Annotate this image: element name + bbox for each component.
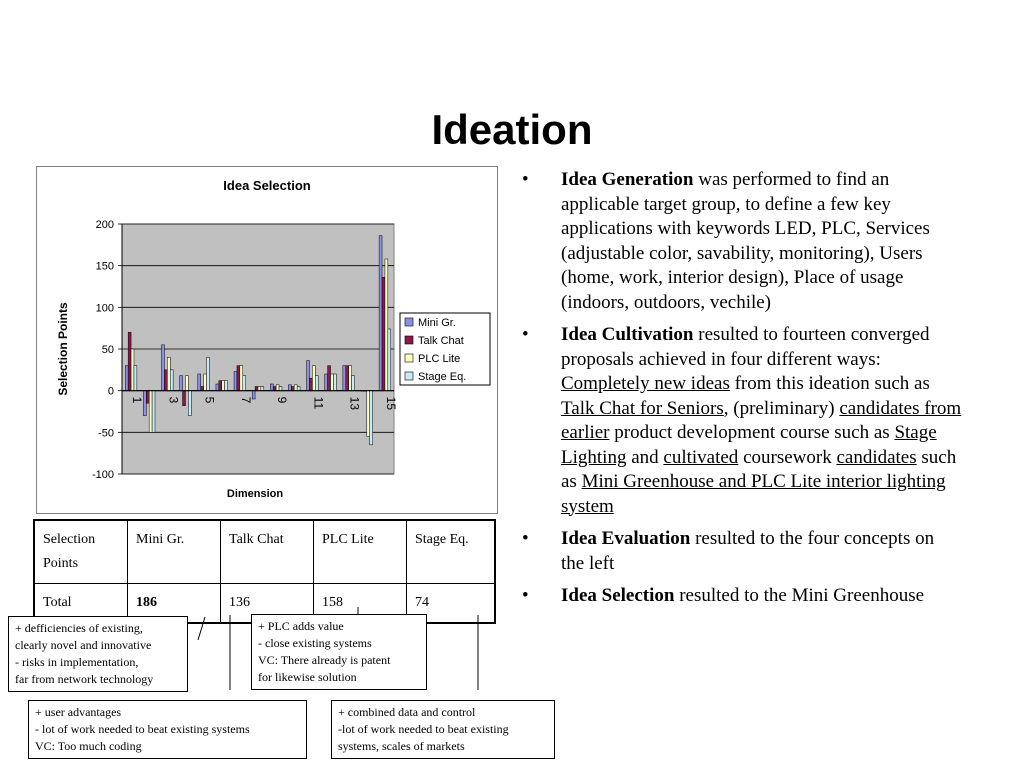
bar bbox=[331, 374, 334, 391]
table-header-row bbox=[34, 520, 495, 584]
bar bbox=[222, 381, 225, 391]
bar bbox=[370, 391, 373, 445]
bullet-text: and bbox=[626, 446, 664, 468]
bullet-text: resulted to fourteen converged proposals achieved in four different ways: bbox=[561, 324, 930, 370]
y-tick-label: -50 bbox=[98, 427, 114, 440]
bullet-idea-generation bbox=[522, 168, 962, 315]
bar bbox=[134, 366, 137, 391]
selection-points-table bbox=[33, 519, 496, 624]
table-header-cell: Talk Chat bbox=[221, 520, 314, 584]
link-talk-chat[interactable]: Talk Chat for Seniors bbox=[561, 397, 724, 419]
y-axis-title: Selection Points bbox=[56, 302, 70, 396]
bullet-idea-evaluation bbox=[522, 527, 962, 576]
note-talk-chat: + user advantages - lot of work needed to beat existing systems VC: Too much coding bbox=[28, 700, 307, 759]
bar bbox=[185, 376, 188, 391]
y-tick-label: 100 bbox=[95, 302, 114, 315]
link-candidates[interactable]: candidates bbox=[836, 446, 917, 468]
bar bbox=[131, 349, 134, 391]
table-cell-talk: 136 bbox=[221, 584, 314, 624]
x-tick-label: 7 bbox=[238, 396, 253, 404]
legend-label: PLC Lite bbox=[418, 353, 461, 365]
link-completely-new-ideas[interactable]: Completely new ideas bbox=[561, 373, 730, 394]
table-header-cell: Selection Points bbox=[34, 520, 128, 584]
bar bbox=[288, 385, 291, 391]
bullet-text: product development course such as bbox=[609, 422, 895, 443]
link-cultivated[interactable]: cultivated bbox=[663, 446, 739, 468]
bar bbox=[291, 387, 294, 391]
bar bbox=[188, 391, 191, 416]
note-mini-greenhouse: + defficiencies of existing, clearly novel and innovative - risks in implementation, far from network technology bbox=[8, 616, 188, 692]
bar bbox=[164, 370, 167, 391]
bullet-idea-cultivation bbox=[522, 323, 962, 519]
y-tick-label: 150 bbox=[95, 260, 114, 273]
table-header-cell: Mini Gr. bbox=[128, 520, 221, 584]
bullet-marker: • bbox=[522, 169, 529, 190]
legend-swatch bbox=[405, 318, 413, 326]
bullet-text: resulted to the Mini Greenhouse bbox=[674, 585, 925, 606]
bar bbox=[315, 376, 318, 391]
table-header-cell: Stage Eq. bbox=[407, 520, 496, 584]
bar bbox=[146, 391, 149, 404]
bullet-heading: Idea Evaluation bbox=[561, 528, 691, 549]
bar bbox=[273, 387, 276, 391]
note-plc-lite: + PLC adds value - close existing systems VC: There already is patent for likewise solution bbox=[251, 614, 427, 690]
bar bbox=[219, 381, 222, 391]
bar bbox=[225, 381, 228, 391]
x-axis-title: Dimension bbox=[226, 488, 284, 500]
bar bbox=[261, 387, 264, 391]
bar bbox=[167, 357, 170, 390]
note-stage-eq: + combined data and control -lot of work needed to beat existing systems, scales of markets bbox=[331, 700, 555, 759]
legend-label: Stage Eq. bbox=[418, 371, 467, 383]
bar bbox=[388, 329, 391, 391]
legend-swatch bbox=[405, 372, 413, 380]
bullet-heading: Idea Selection bbox=[561, 585, 675, 606]
bar bbox=[270, 384, 273, 391]
bar bbox=[128, 332, 131, 390]
bar bbox=[201, 387, 204, 391]
bar bbox=[343, 366, 346, 391]
bar bbox=[207, 357, 210, 390]
bar bbox=[333, 374, 336, 391]
bar bbox=[237, 366, 240, 391]
bar bbox=[349, 366, 352, 391]
x-tick-label: 1 bbox=[130, 396, 145, 404]
table-cell-mini: 186 bbox=[128, 584, 221, 624]
bar bbox=[346, 366, 349, 391]
link-candidates-earlier[interactable]: candidates from earlier bbox=[561, 397, 962, 443]
bar bbox=[183, 391, 186, 406]
bar bbox=[352, 376, 355, 391]
bar bbox=[149, 391, 152, 433]
y-tick-label: 200 bbox=[95, 219, 114, 231]
bar bbox=[255, 387, 258, 391]
legend-label: Talk Chat bbox=[418, 335, 464, 347]
chart-title: Idea Selection bbox=[223, 178, 311, 193]
table-cell-plc: 158 bbox=[314, 584, 407, 624]
y-tick-label: 0 bbox=[107, 385, 114, 398]
link-stage-lighting[interactable]: Stage Lighting bbox=[561, 422, 937, 468]
x-tick-label: 11 bbox=[311, 396, 326, 410]
bar bbox=[297, 387, 300, 391]
bar bbox=[325, 374, 328, 391]
bar bbox=[276, 385, 279, 391]
legend-swatch bbox=[405, 336, 413, 344]
x-tick-label: 15 bbox=[383, 396, 398, 411]
bullet-text: such as bbox=[561, 446, 957, 492]
x-tick-label: 9 bbox=[275, 396, 290, 404]
bar bbox=[243, 376, 246, 391]
bar bbox=[279, 387, 282, 391]
bar bbox=[367, 391, 370, 437]
bar bbox=[382, 277, 385, 390]
bar bbox=[216, 384, 219, 391]
bullet-text: resulted to the four concepts on the left bbox=[561, 528, 935, 574]
bar bbox=[198, 374, 201, 391]
bullet-marker: • bbox=[522, 585, 529, 606]
bullet-text: , (preliminary) bbox=[723, 397, 840, 419]
idea-selection-chart bbox=[36, 166, 498, 514]
chart-svg bbox=[37, 167, 497, 513]
bar bbox=[125, 366, 128, 391]
link-mini-greenhouse[interactable]: Mini Greenhouse and PLC Lite interior lighting system bbox=[561, 471, 946, 517]
x-tick-label: 5 bbox=[202, 396, 217, 404]
bullet-idea-selection bbox=[522, 584, 962, 609]
y-tick-label: -100 bbox=[91, 469, 114, 481]
bar bbox=[294, 385, 297, 391]
bar bbox=[204, 374, 207, 391]
table-total-label: Total bbox=[34, 584, 128, 624]
bullet-marker: • bbox=[522, 528, 529, 549]
bullet-list bbox=[522, 168, 962, 617]
bullet-text: coursework bbox=[738, 446, 837, 468]
y-tick-label: 50 bbox=[101, 344, 114, 356]
bar bbox=[379, 236, 382, 391]
bar bbox=[170, 370, 173, 391]
bar bbox=[180, 376, 183, 391]
bullet-marker: • bbox=[522, 324, 529, 345]
x-tick-label: 3 bbox=[166, 396, 181, 404]
bullet-text: from this ideation such as bbox=[729, 373, 930, 394]
bar bbox=[162, 345, 165, 391]
bullet-text: was performed to find an applicable target group, to define a few key applications with keywords LED, PLC, Services (adjustable color, savability, monitoring), Users (home, work, interior design), Place of usage (indoors, outdoors, vechile) bbox=[561, 169, 930, 313]
legend-swatch bbox=[405, 354, 413, 362]
legend-label: Mini Gr. bbox=[418, 317, 456, 329]
bar bbox=[307, 361, 310, 391]
bullet-heading: Idea Generation bbox=[561, 169, 694, 190]
bar bbox=[240, 366, 243, 391]
bullet-heading: Idea Cultivation bbox=[561, 324, 694, 345]
bar bbox=[328, 366, 331, 391]
bar bbox=[309, 378, 312, 391]
bar bbox=[312, 366, 315, 391]
bar bbox=[385, 259, 388, 391]
table-header-cell: PLC Lite bbox=[314, 520, 407, 584]
table-cell-stage: 74 bbox=[407, 584, 496, 624]
bar bbox=[234, 372, 237, 391]
bar bbox=[258, 387, 261, 391]
slide-title: Ideation bbox=[431, 106, 593, 153]
bar bbox=[152, 391, 155, 433]
x-tick-label: 13 bbox=[347, 396, 362, 411]
